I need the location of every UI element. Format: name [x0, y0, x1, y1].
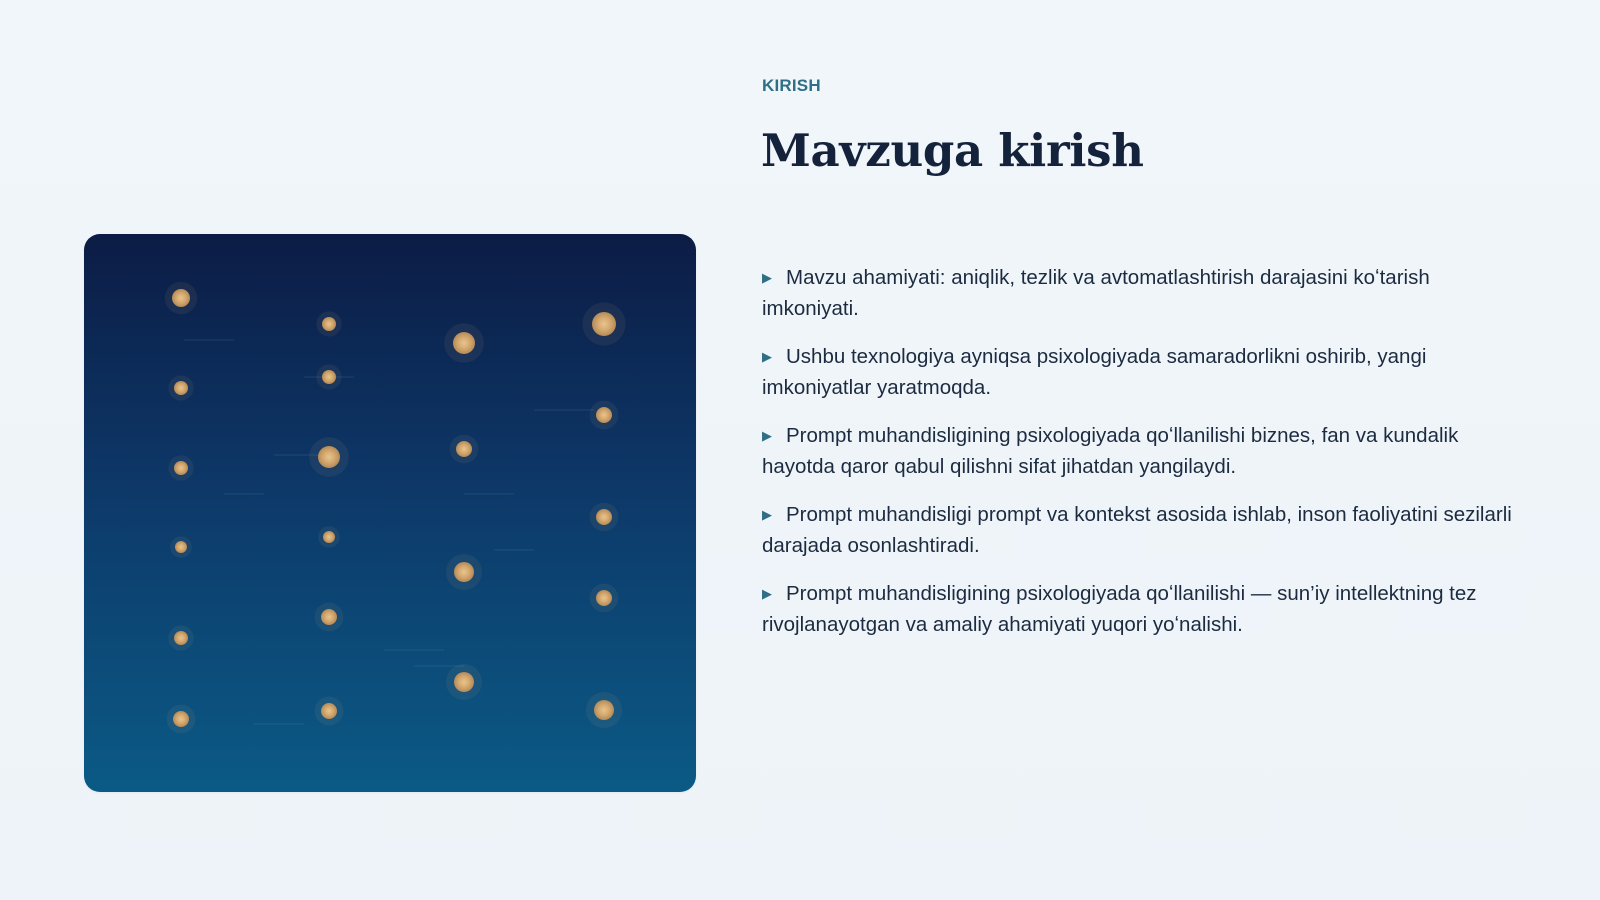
bullet-item — [762, 578, 1532, 640]
glowing-dots-grid-image — [84, 234, 696, 792]
glowing-dot — [175, 541, 187, 553]
glowing-dot — [456, 441, 472, 457]
glowing-dot — [321, 609, 337, 625]
glowing-dot — [322, 370, 336, 384]
glowing-dot — [454, 562, 474, 582]
section-label: KIRISH — [762, 76, 821, 95]
bullet-text: Mavzu ahamiyati: aniqlik, tezlik va avtomatlashtirish darajasini koʻtarish imkoniyati. — [762, 266, 1430, 320]
triangle-bullet-icon: ▶ — [762, 507, 772, 522]
bullet-text: Ushbu texnologiya ayniqsa psixologiyada samaradorlikni oshirib, yangi imkoniyatlar yaratmoqda. — [762, 345, 1427, 399]
glowing-dot — [173, 711, 189, 727]
bullet-item — [762, 341, 1532, 403]
glowing-dot — [594, 700, 614, 720]
bullet-list — [762, 262, 1532, 657]
triangle-bullet-icon: ▶ — [762, 428, 772, 443]
bullet-item — [762, 499, 1532, 561]
slide-title: Mavzuga kirish — [761, 124, 1144, 177]
glowing-dot — [453, 332, 475, 354]
light-streaks — [184, 340, 594, 724]
glowing-dot — [172, 289, 190, 307]
triangle-bullet-icon: ▶ — [762, 349, 772, 364]
glowing-dot — [596, 590, 612, 606]
illustration-image — [84, 234, 696, 792]
bullet-item — [762, 262, 1532, 324]
glowing-dot — [596, 407, 612, 423]
bullet-text: Prompt muhandisligi prompt va kontekst asosida ishlab, inson faoliyatini sezilarli darajada osonlashtiradi. — [762, 503, 1512, 557]
glowing-dot — [322, 317, 336, 331]
glowing-dot — [592, 312, 616, 336]
glowing-dot — [323, 531, 335, 543]
bullet-item — [762, 420, 1532, 482]
glowing-dot — [321, 703, 337, 719]
glowing-dot — [596, 509, 612, 525]
glowing-dot — [174, 381, 188, 395]
bullet-text: Prompt muhandisligining psixologiyada qoʻllanilishi — sun’iy intellektning tez rivojlanayotgan va amaliy ahamiyati yuqori yoʻnalishi. — [762, 582, 1477, 636]
bullet-text: Prompt muhandisligining psixologiyada qoʻllanilishi biznes, fan va kundalik hayotda qaror qabul qilishni sifat jihatdan yangilaydi. — [762, 424, 1459, 478]
glowing-dot — [174, 631, 188, 645]
glowing-dot — [174, 461, 188, 475]
dots-layer — [165, 282, 626, 734]
triangle-bullet-icon: ▶ — [762, 270, 772, 285]
triangle-bullet-icon: ▶ — [762, 586, 772, 601]
glowing-dot — [454, 672, 474, 692]
glowing-dot — [318, 446, 340, 468]
